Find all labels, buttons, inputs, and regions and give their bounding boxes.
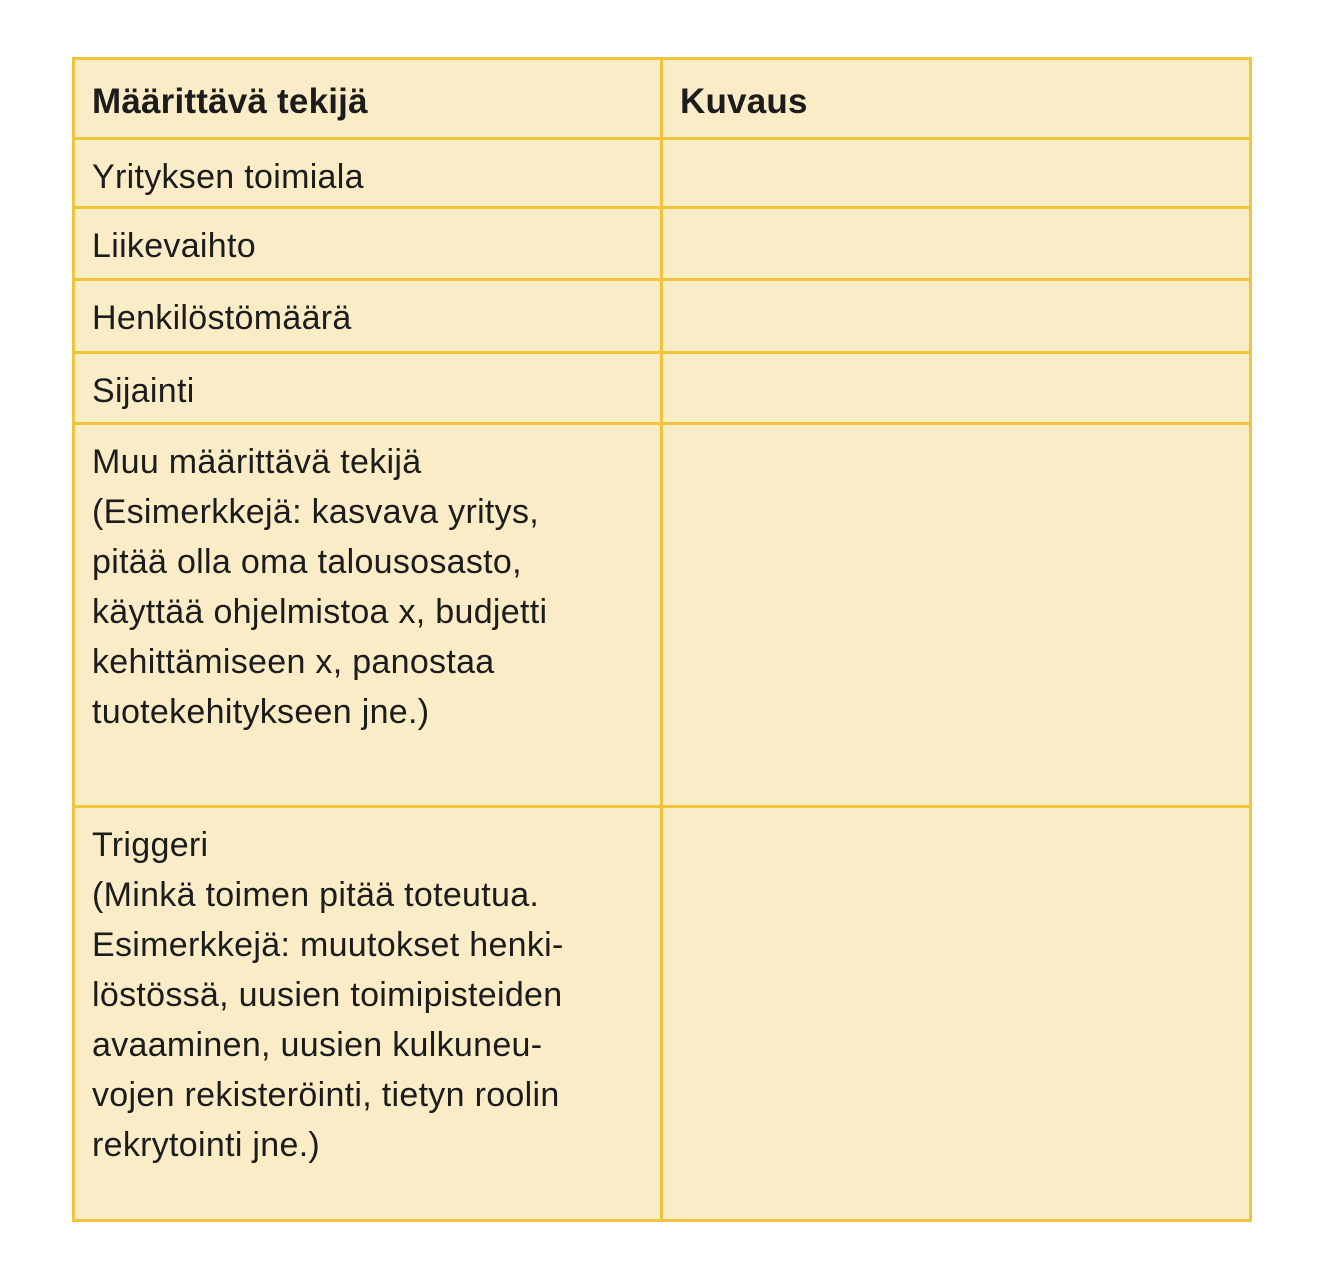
description-text — [680, 209, 1249, 221]
header-cell-factor — [75, 60, 663, 137]
table-row — [75, 425, 1249, 805]
description-cell[interactable] — [663, 808, 1249, 1219]
factor-cell — [75, 354, 663, 422]
factor-cell — [75, 425, 663, 805]
table-row — [75, 354, 1249, 422]
factor-label: Liikevaihto — [92, 227, 256, 265]
factor-label: Muu määrittävä tekijä — [92, 443, 422, 481]
description-text — [680, 354, 1249, 366]
factor-cell — [75, 281, 663, 351]
factor-example-line: pitää olla oma talousosasto, — [92, 543, 522, 581]
factor-example-line: Esimerkkejä: muutokset henki- — [92, 926, 564, 964]
factor-example-line: löstössä, uusien toimipisteiden — [92, 976, 563, 1014]
description-cell[interactable] — [663, 281, 1249, 351]
description-cell[interactable] — [663, 209, 1249, 278]
description-text — [680, 281, 1249, 293]
description-cell[interactable] — [663, 425, 1249, 805]
header-description-label: Kuvaus — [680, 82, 808, 121]
description-cell[interactable] — [663, 140, 1249, 206]
header-cell-description — [663, 60, 1249, 137]
description-text — [680, 140, 1249, 152]
factor-cell — [75, 209, 663, 278]
description-text — [680, 425, 1249, 440]
factor-example-line: käyttää ohjelmistoa x, budjetti — [92, 593, 548, 631]
table-row — [75, 808, 1249, 1219]
table-row — [75, 209, 1249, 278]
description-cell[interactable] — [663, 354, 1249, 422]
factor-label: Sijainti — [92, 372, 195, 410]
factor-example-line: rekrytointi jne.) — [92, 1126, 321, 1164]
factor-example-line: kehittämiseen x, panostaa — [92, 643, 495, 681]
description-text — [680, 808, 1249, 823]
table-header-row — [75, 60, 1249, 137]
factor-example-line: tuotekehitykseen jne.) — [92, 693, 430, 731]
factor-cell — [75, 808, 663, 1219]
factor-label: Yrityksen toimiala — [92, 158, 364, 196]
factor-example-line: (Esimerkkejä: kasvava yritys, — [92, 493, 540, 531]
table-row — [75, 140, 1249, 206]
factor-label: Triggeri — [92, 826, 209, 864]
table-row — [75, 281, 1249, 351]
factor-cell — [75, 140, 663, 206]
factor-description-table — [72, 57, 1252, 1222]
factor-example-line: (Minkä toimen pitää toteutua. — [92, 876, 540, 914]
factor-example-line: vojen rekisteröinti, tietyn roolin — [92, 1076, 560, 1114]
header-factor-label: Määrittävä tekijä — [92, 82, 368, 121]
factor-label: Henkilöstömäärä — [92, 299, 352, 337]
factor-example-line: avaaminen, uusien kulkuneu- — [92, 1026, 543, 1064]
